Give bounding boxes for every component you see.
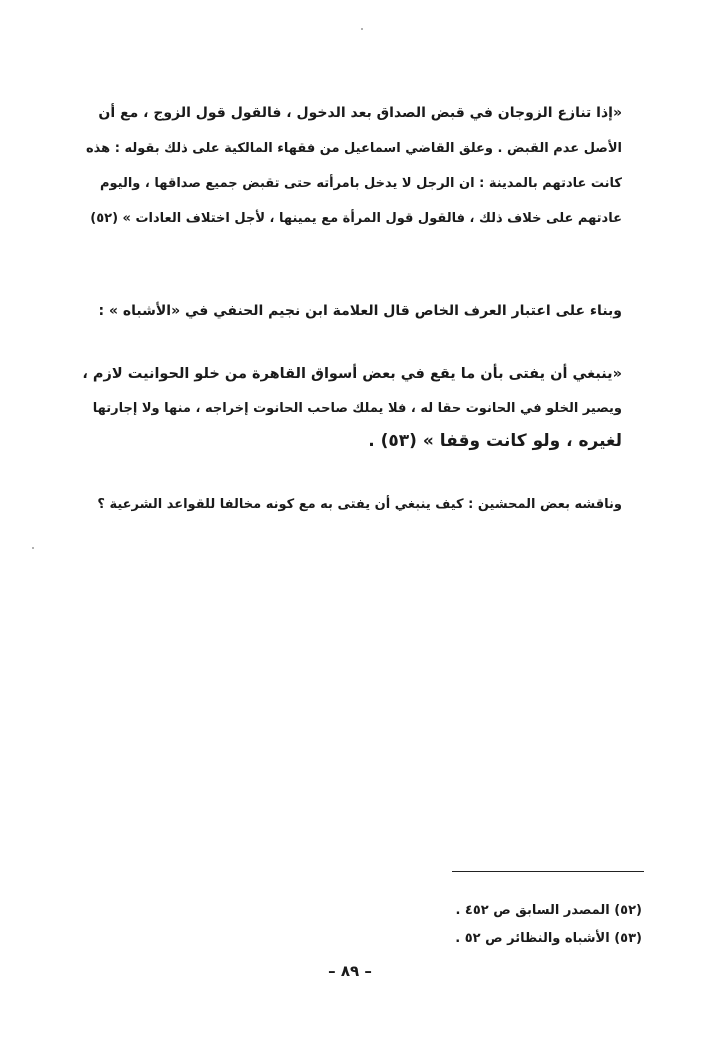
footnote-52: (٥٢) المصدر السابق ص ٤٥٢ . — [455, 903, 642, 918]
footnote-53: (٥٣) الأشباه والنظائر ص ٥٢ . — [455, 931, 642, 946]
text-line: وبناء على اعتبار العرف الخاص قال العلامة ابن نجيم الحنفي في «الأشباه » : — [98, 303, 622, 319]
paragraph-commentary — [82, 490, 622, 520]
footnotes — [380, 897, 642, 953]
paragraph-quote-shops — [82, 358, 622, 459]
text-line: كانت عادتهم بالمدينة : ان الرجل لا يدخل بامرأته حتى تقبض جميع صداقها ، واليوم — [99, 176, 622, 191]
footnote-separator — [452, 871, 644, 872]
page-number: – ٨٩ – — [328, 962, 372, 980]
text-line: لغيره ، ولو كانت وقفا » (٥٣) . — [368, 431, 622, 451]
text-line: الأصل عدم القبض . وعلق القاضي اسماعيل من فقهاء المالكية على ذلك بقوله : هذه — [86, 141, 622, 156]
scan-speck — [32, 547, 34, 549]
text-line: «ينبغي أن يفتى بأن ما يقع في بعض أسواق القاهرة من خلو الحوانيت لازم ، — [82, 366, 622, 382]
text-line: وناقشه بعض المحشين : كيف ينبغي أن يفتى به مع كونه مخالفا للقواعد الشرعية ؟ — [97, 497, 622, 512]
text-line: عادتهم على خلاف ذلك ، فالقول قول المرأة مع يمينها ، لأجل اختلاف العادات » (٥٢) — [90, 211, 622, 226]
text-line: ويصير الخلو في الحانوت حقا له ، فلا يملك صاحب الحانوت إخراجه ، منها ولا إجارتها — [92, 400, 622, 416]
paragraph-ibn-nujaym-intro — [82, 296, 622, 326]
text-line: «إذا تنازع الزوجان في قبض الصداق بعد الدخول ، فالقول قول الزوج ، مع أن — [98, 105, 622, 121]
scan-speck — [361, 28, 363, 30]
paragraph-quote-dowry — [82, 96, 622, 236]
